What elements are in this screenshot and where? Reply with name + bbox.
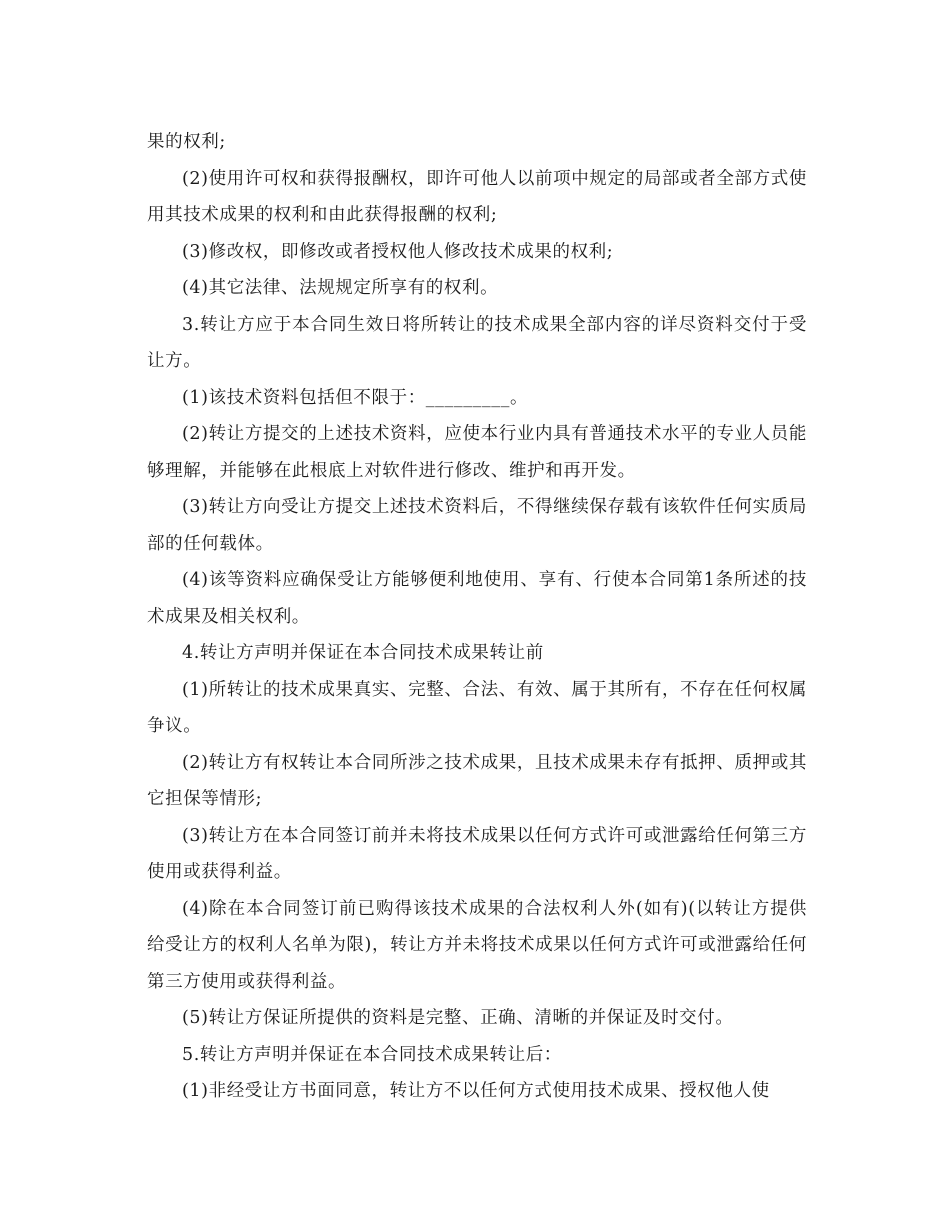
paragraph-continuation: 果的权利;: [147, 132, 226, 152]
document-body: [147, 124, 807, 1110]
paragraph-clause-4: 4.转让方声明并保证在本合同技术成果转让前: [182, 643, 544, 663]
paragraph-clause-3-item-4: (4)该等资料应确保受让方能够便利地使用、享有、行使本合同第1条所述的技术成果及相关权利。: [147, 570, 807, 627]
paragraph-clause-4-item-4: (4)除在本合同签订前已购得该技术成果的合法权利人外(如有)(以转让方提供给受让方的权利人名单为限)，转让方并未将技术成果以任何方式许可或泄露给任何第三方使用或获得利益。: [147, 898, 807, 992]
paragraph-item-3-modify-right: (3)修改权，即修改或者授权他人修改技术成果的权利;: [182, 241, 614, 262]
paragraph-item-4-other-rights: (4)其它法律、法规规定所享有的权利。: [182, 278, 499, 298]
paragraph-clause-3-item-2: (2)转让方提交的上述技术资料，应使本行业内具有普通技术水平的专业人员能够理解，并能够在此根底上对软件进行修改、维护和再开发。: [147, 424, 807, 481]
paragraph-clause-5: 5.转让方声明并保证在本合同技术成果转让后：: [182, 1044, 562, 1065]
paragraph-clause-3-item-1: (1)该技术资料包括但不限于：_________。: [182, 387, 529, 408]
paragraph-clause-3-item-3: (3)转让方向受让方提交上述技术资料后，不得继续保存载有该软件任何实质局部的任何载体。: [147, 497, 807, 554]
paragraph-clause-4-item-2: (2)转让方有权转让本合同所涉之技术成果，且技术成果未存有抵押、质押或其它担保等情形;: [147, 752, 807, 809]
paragraph-clause-5-item-1: (1)非经受让方书面同意，转让方不以任何方式使用技术成果、授权他人使: [182, 1081, 770, 1101]
paragraph-clause-4-item-1: (1)所转让的技术成果真实、完整、合法、有效、属于其所有，不存在任何权属争议。: [147, 679, 807, 736]
paragraph-clause-4-item-5: (5)转让方保证所提供的资料是完整、正确、清晰的并保证及时交付。: [182, 1008, 734, 1028]
paragraph-item-2-license-right: (2)使用许可权和获得报酬权，即许可他人以前项中规定的局部或者全部方式使用其技术成果的权利和由此获得报酬的权利;: [147, 168, 807, 225]
paragraph-clause-3: 3.转让方应于本合同生效日将所转让的技术成果全部内容的详尽资料交付于受让方。: [147, 314, 807, 371]
paragraph-clause-4-item-3: (3)转让方在本合同签订前并未将技术成果以任何方式许可或泄露给任何第三方使用或获得利益。: [147, 825, 807, 882]
